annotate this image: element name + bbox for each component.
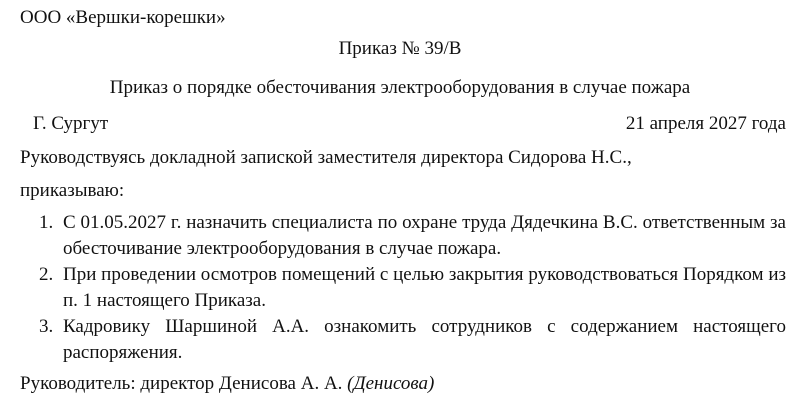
list-item-text: Кадровику Шаршиной А.А. ознакомить сотрудников с содержанием настоящего распоряжения.	[63, 316, 786, 363]
signature-name: (Денисова)	[347, 373, 435, 394]
order-basis: Руководствуясь докладной запиской заместителя директора Сидорова Н.С.,	[20, 147, 632, 168]
list-item-text: С 01.05.2027 г. назначить специалиста по охране труда Дядечкина В.С. ответственным за обесточивание электрооборудования в случае пожара.	[63, 212, 786, 259]
order-title: Приказ о порядке обесточивания электрооборудования в случае пожара	[109, 77, 691, 98]
list-item-text: При проведении осмотров помещений с целью закрытия руководствоваться Порядком из п. 1 настоящего Приказа.	[63, 264, 786, 311]
order-items-list	[0, 210, 800, 366]
list-item-number: 1.	[39, 212, 54, 233]
signature-label: Руководитель: директор Денисова А. А.	[20, 373, 343, 394]
order-number: Приказ № 39/В	[338, 38, 462, 59]
list-item	[0, 262, 800, 314]
list-item-number: 2.	[39, 264, 54, 285]
list-item	[0, 314, 800, 366]
list-item	[0, 210, 800, 262]
order-date: 21 апреля 2027 года	[625, 113, 786, 134]
list-item-number: 3.	[39, 316, 54, 337]
organization-name: ООО «Вершки-корешки»	[20, 7, 226, 28]
order-directive: приказываю:	[20, 180, 125, 201]
signature-line	[20, 373, 434, 395]
order-city: Г. Сургут	[33, 113, 109, 134]
